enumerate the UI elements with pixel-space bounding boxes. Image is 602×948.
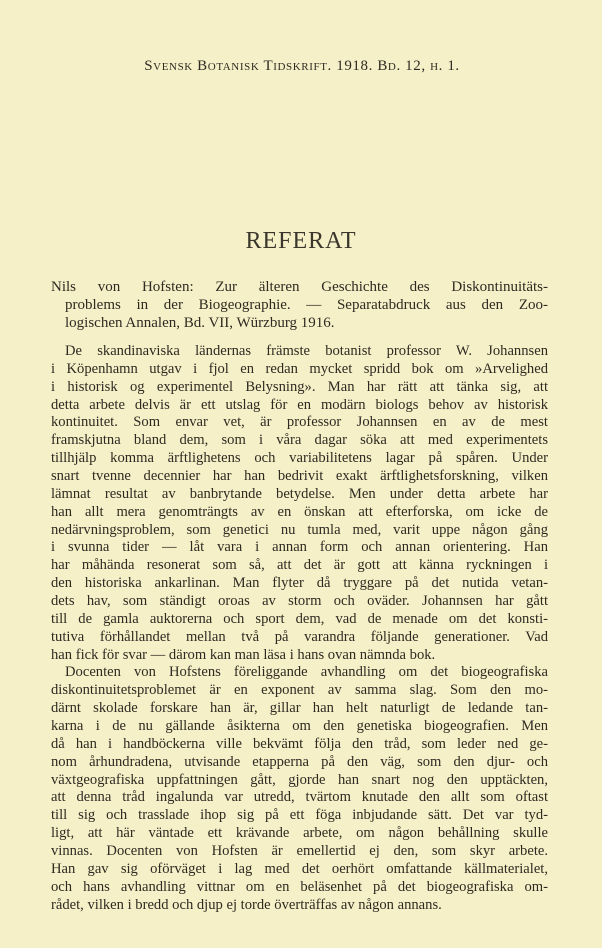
- section-title: REFERAT: [245, 228, 357, 254]
- text-line: och hans avhandling vittnar om en beläsenhet på det biogeografiska om-: [51, 878, 548, 895]
- text-line: att denna tråd ingalunda var utredd, tvärtom knutade den allt som oftast: [51, 789, 548, 806]
- citation-line: logischen Annalen, Bd. VII, Würzburg 1916.: [65, 315, 335, 331]
- text-line: kontinuitet. Som envar vet, är professor Johannsen en av de mest: [51, 414, 548, 431]
- text-line: De skandinaviska ländernas främste botanist professor W. Johannsen: [65, 343, 548, 359]
- text-line: lämnat resultat av banbrytande betydelse. Men under detta arbete har: [51, 485, 548, 502]
- text-line: i Köpenhamn utgav i fjol en redan mycket spridd bok om »Arvelighed: [51, 360, 548, 377]
- text-line: detta arbete delvis är ett utslag för en modärn biologs behov av historisk: [51, 396, 548, 413]
- text-line: han allt mera genomträngts av en önskan att efterforska, om icke de: [51, 503, 548, 520]
- text-line: växtgeografiska uppfattningen gått, gjorde han snart nog den upptäckten,: [51, 771, 548, 788]
- text-line: vinnas. Docenten von Hofsten är emellertid ej den, som skyr arbete.: [51, 843, 548, 860]
- text-line: nedärvningsproblem, som genetici nu tumla med, varit uppe någon gång: [51, 521, 548, 538]
- text-line: nom århundradena, utvisande etapperna på den väg, som den djur- och: [51, 753, 548, 770]
- citation: [51, 278, 548, 332]
- text-line: karna i de nu gällande åsikterna om den genetiska biogeografien. Men: [51, 718, 548, 735]
- text-line: till de gamla auktorerna och sport dem, vad de menade om det konsti-: [51, 610, 548, 627]
- paragraph: [51, 343, 548, 664]
- text-line: därnt skolade forskare han är, gillar han helt naturligt de ledande tan-: [51, 700, 548, 717]
- citation-line: Nils von Hofsten: Zur älteren Geschichte des Diskontinuitäts-: [51, 279, 548, 295]
- text-line: diskontinuitetsproblemet är en exponent av samma slag. Som den mo-: [51, 682, 548, 699]
- text-line: framskjutna bland dem, som i våra dagar söka att med experimentets: [51, 432, 548, 449]
- text-line: Han gav sig oförväget i lag med det oerhört omfattande källmaterialet,: [51, 860, 548, 877]
- text-line: till sig och trasslade ihop sig på ett föga inbjudande sätt. Det var tyd-: [51, 807, 548, 824]
- text-line: snart tvenne decennier har han bedrivit exakt ärftlighetsforskning, vilken: [51, 468, 548, 485]
- text-line: tillhjälp komma ärftlighetens och variabilitetens lagar på spåren. Under: [51, 450, 548, 467]
- text-line: dets hav, som ständigt oroas av storm och oväder. Johannsen har gått: [51, 593, 548, 610]
- text-line: har måhända resonerat som så, att det är gott att känna ryckningen i: [51, 557, 548, 574]
- running-header: Svensk Botanisk Tidskrift. 1918. Bd. 12, h. 1.: [144, 58, 460, 74]
- citation-line: problems in der Biogeographie. — Separatabdruck aus den Zoo-: [65, 297, 548, 313]
- text-line: den historiska ankarlinan. Man flyter då tryggare på det nutida vetan-: [51, 575, 548, 592]
- text-line: han fick för svar — därom kan man läsa i hans ovan nämnda bok.: [51, 646, 436, 663]
- text-line: i svunna tider — låt vara i annan form och annan orientering. Han: [51, 539, 548, 556]
- text-line: i historisk og experimentel Belysning». Man har rätt att tänka sig, att: [51, 378, 548, 395]
- text-line: Docenten von Hofstens föreliggande avhandling om det biogeografiska: [65, 664, 548, 681]
- review-body: [51, 343, 548, 915]
- text-line: då han i handböckerna ville bekvämt följa den tråd, som leder ned ge-: [51, 735, 548, 752]
- paragraph: [51, 664, 548, 914]
- text-line: ligt, att här väntade ett krävande arbete, om någon behållning skulle: [51, 825, 548, 842]
- text-line: tutiva förhållandet mellan två på varandra följande generationer. Vad: [51, 628, 548, 645]
- text-line: rådet, vilken i bredd och djup ej torde överträffas av någon annans.: [51, 896, 442, 913]
